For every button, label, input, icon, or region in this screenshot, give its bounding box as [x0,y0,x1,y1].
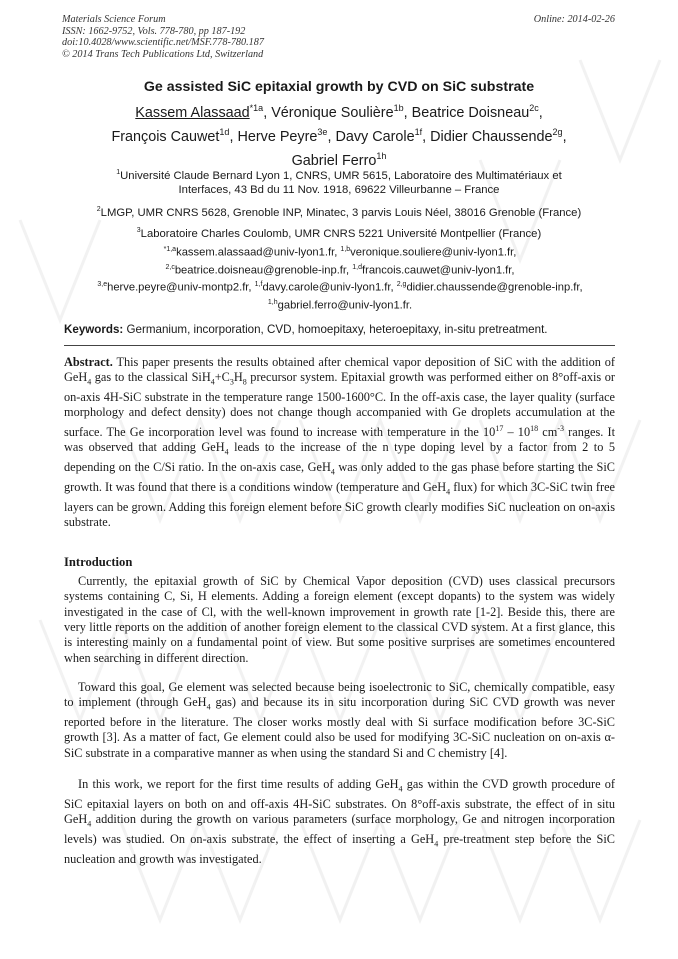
abstract-text: cm [538,424,558,439]
author-name: Beatrice Doisneau [411,104,530,121]
intro-text: pre-treatment step before the SiC nucleation and growth was investigated. [64,831,615,866]
journal-name: Materials Science Forum [62,14,166,25]
author-name: Herve Peyre [237,128,318,145]
intro-text: In this work, we report for the first time results of adding GeH [78,777,399,791]
online-date: Online: 2014-02-26 [533,14,615,25]
email-address[interactable]: veronique.souliere@univ-lyon1.fr, [350,246,517,259]
author-sup: 1f [414,126,423,137]
email-sup: *1,a [163,246,177,253]
email-sup: 2,c [165,263,175,271]
author-name: François Cauwet [111,128,220,145]
issn-line: ISSN: 1662-9752, Vols. 778-780, pp 187-192 [62,25,246,37]
email-sup: 2,g [396,281,407,289]
affiliation-num: 3 [136,227,141,234]
abstract-text: gas to the classical SiH [91,370,211,385]
author-sup: 1d [219,126,230,137]
intro-text: Toward this goal, Ge element was selected because being isoelectronic to SiC, chemically compatible, easy to implement (through GeH [64,680,615,710]
paper-title: Ge assisted SiC epitaxial growth by CVD on SiC substrate [143,79,535,95]
intro-paragraph-1: Currently, the epitaxial growth of SiC by Chemical Vapor deposition (CVD) uses classical precursors systems containing C, Si, H elements. Adding a foreign element (except dopants) to the system was widely investigated in the case of Cl, with the well-known improvement in growth rate [1-2]. Beside this, there are very little reports on the addition of another foreign element to the classical CVD system. At a first glance, this is interesting mainly on a fundamental point of view. But some positive surprises are sometimes encountered when searching in different direction. [64,574,615,665]
author-name: Véronique Soulière [271,104,394,121]
email-sup: 1,f [254,281,263,289]
email-address[interactable]: gabriel.ferro@univ-lyon1.fr. [277,299,413,312]
email-address[interactable]: herve.peyre@univ-montp2.fr, [107,281,252,294]
author-sup: 2g [552,126,563,137]
email-sup: 1,d [352,263,362,271]
author-name: Kassem Alassaad [135,104,250,121]
email-sup: 1,b [340,246,351,253]
abstract-text: leads to the increase of the n type doping level by a factor from 2 to 5 depending on the C/Si ratio. In the on-axis case, GeH [64,440,615,475]
email-address[interactable]: francois.cauwet@univ-lyon1.fr, [361,264,515,277]
abstract-paragraph: Abstract. This paper presents the results obtained after chemical vapor deposition of SiC with the addition of GeH$_4$ gas to the classical $SiH_4+C_3H_8$ precursor system. Epitaxial growth was performed either on 8°off-axis or on-axis 4H-SiC substrate in the temperature range 1500-1600°C. In the off-axis case, the layer quality (surface morphology and defect density) does not change though accompanied with Ge droplets accumulation at the surface. The Ge incorporation level was found to increase with temperature in the $10^{17} - 10^{18}$ $cm^{-3}$ ranges. It was observed that adding GeH$_4$ leads to the increase of the n type doping level by a factor from 2 to 5 depending on the C/Si ratio. In the on-axis case, GeH$_4$ was only added to the gas phase before starting the SiC growth. It was found that there is a conditions window (temperature and GeH$_4$ flux) for which 3C-SiC twin free layers can be grown. Adding this foreign element before SiC growth clearly modifies SiC nucleation on on-axis substrate. [64,355,616,529]
intro-paragraph-3: In this work, we report for the first time results of adding GeH$_4$ gas within the CVD growth procedure of SiC epitaxial layers on both on and off-axis 4H-SiC substrates. On 8°off-axis substrate, the effect of in situ GeH$_4$ addition during the growth on various parameters (surface morphology, Ge and nitrogen incorporation levels) was studied. On on-axis substrate, the effect of inserting a GeH$_4$ pre-treatment step before the SiC nucleation and growth was investigated. [64,777,616,866]
intro-text: addition during the growth on various parameters (surface morphology, Ge and nitrogen incorporation levels) was studied. On on-axis substrate, the effect of inserting a GeH [64,812,615,846]
author-name: Davy Carole [335,128,415,145]
affiliation-3 [40,224,638,241]
abstract-text: This paper presents the results obtained after chemical vapor deposition of SiC with the addition of GeH [64,355,616,385]
abstract-text: precursor system. Epitaxial growth was performed either on 8°off-axis or on-axis 4H-SiC substrate in the temperature range 1500-1600°C. In the off-axis case, the layer quality (surface morphology and defect density) does not change though accompanied with Ge droplets accumulation at the surface. The Ge incorporation level was found to increase with temperature in the 10 [64,370,616,439]
keywords-line [64,323,624,336]
affiliation-text: Interfaces, 43 Bd du 11 Nov. 1918, 69622 Villeurbanne – France [178,184,500,197]
affiliation-num: 1 [116,169,121,176]
author-sup: 1b [393,103,404,113]
email-address[interactable]: davy.carole@univ-lyon1.fr, [262,281,394,294]
intro-paragraph-2: Toward this goal, Ge element was selected because being isoelectronic to SiC, chemically compatible, easy to implement (through GeH$_4$ gas) and because its in situ incorporation during SiC CVD growth was never reported before in the literature. The closer works mostly deal with Si surface modification before 3C-SiC growth [3]. As a matter of fact, Ge element could also be used for modifying 3C-SiC nucleation on on-axis α-SiC substrate in a comparative manner as when using the standard Si and C chemistry [4]. [64,680,615,760]
abstract-text: ranges. It was observed that adding GeH [64,424,616,455]
publication-header [62,14,264,60]
keywords-text: Germanium, incorporation, CVD, homoepitaxy, heteroepitaxy, in-situ pretreatment. [126,323,548,336]
author-sup: 2c [529,103,539,113]
affiliation-num: 2 [96,206,101,213]
introduction-heading: Introduction [64,555,133,569]
divider [64,345,615,346]
affiliation-text: Laboratoire Charles Coulomb, UMR CNRS 5221 Université Montpellier (France) [140,227,542,240]
affiliation-text: LMGP, UMR CNRS 5628, Grenoble INP, Minatec, 3 parvis Louis Néel, 38016 Grenoble (France) [100,206,582,219]
affiliation-text: Université Claude Bernard Lyon 1, CNRS, UMR 5615, Laboratoire des Multimatériaux et [120,169,562,182]
email-sup: 3,e [97,281,108,289]
email-address[interactable]: didier.chaussende@grenoble-inp.fr, [406,281,583,294]
author-name: Gabriel Ferro [291,152,377,169]
email-sup: 1,h [267,298,278,306]
author-name: Didier Chaussende [430,128,553,145]
intro-text: gas) and because its in situ incorporation during SiC CVD growth was never reported before in the literature. The closer works mostly deal with Si surface modification before 3C-SiC growth [3]. As a matter of fact, Ge element could also be used for modifying 3C-SiC nucleation on on-axis α-SiC substrate in a comparative manner as when using the standard Si and C chemistry [4]. [64,695,615,760]
intro-text: gas within the CVD growth procedure of SiC epitaxial layers on both on and off-axis 4H-SiC substrates. On 8°off-axis substrate, the effect of in situ GeH [64,777,616,827]
email-address[interactable]: kassem.alassaad@univ-lyon1.fr, [176,246,338,259]
abstract-text: was only added to the gas phase before starting the SiC growth. It was found that there is a conditions window (temperature and GeH [64,460,615,494]
affiliation-2 [40,203,638,220]
abstract-text: flux) for which 3C-SiC twin free layers can be grown. Adding this foreign element before SiC growth clearly modifies SiC nucleation on on-axis substrate. [64,479,615,529]
affiliation-1 [40,166,638,198]
email-list [55,243,625,313]
abstract-label: Abstract. [64,355,113,369]
author-sup: 3e [317,126,328,137]
doi-line: doi:10.4028/www.scientific.net/MSF.778-780.187 [62,37,264,48]
author-sup: 1h [376,150,387,161]
author-list: Kassem Alassaad$^{*1a}$, Véronique Soulière$^{1b}$, Beatrice Doisneau$^{2c}$, François Cauwet$^{1d}$, Herve Peyre$^{3e}$, Davy Carole$^{1f}$, Didier Chaussende$^{2g}$, Gabriel Ferro$^{1h}$ [111,103,567,169]
copyright-line: © 2014 Trans Tech Publications Ltd, Switzerland [62,48,264,60]
author-sup: *1a [249,103,264,113]
keywords-label: Keywords: [64,323,124,336]
email-address[interactable]: beatrice.doisneau@grenoble-inp.fr, [174,264,350,277]
